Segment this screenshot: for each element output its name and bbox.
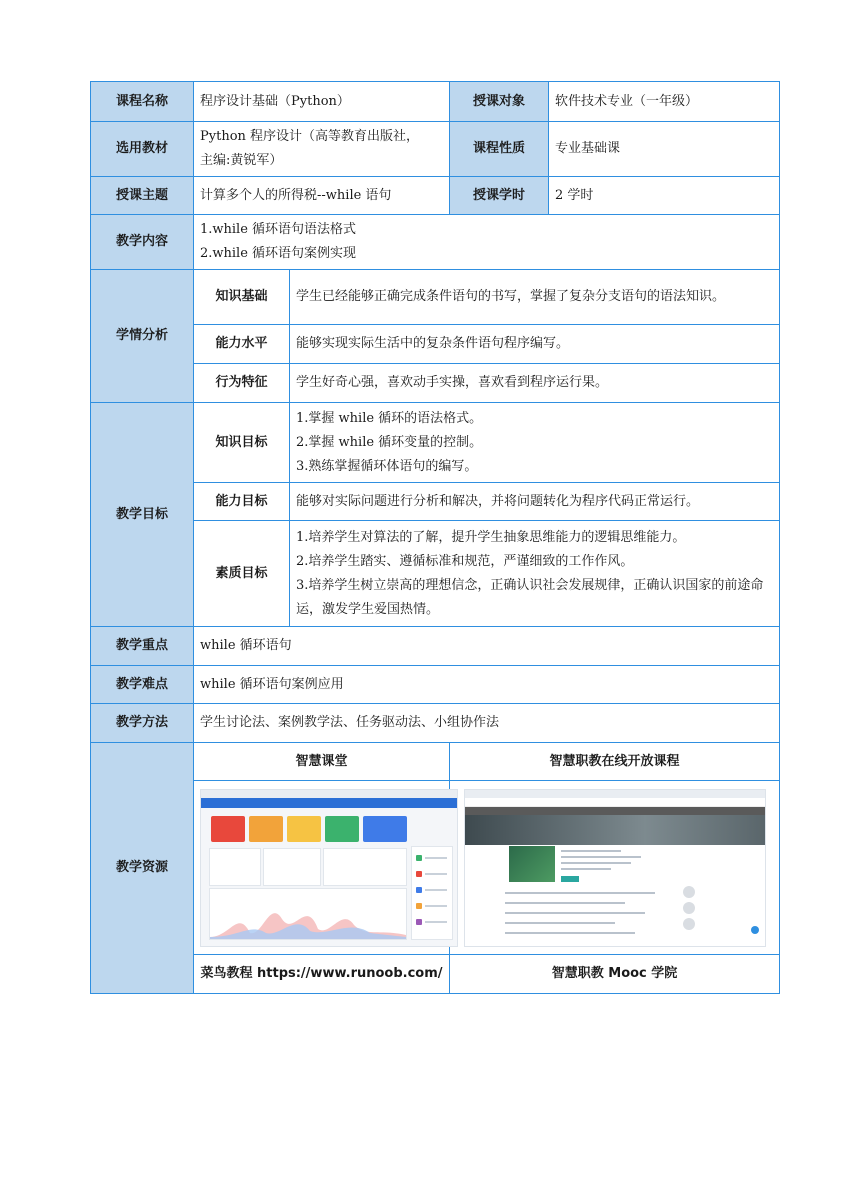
row-key-point	[91, 627, 780, 666]
key-point-label: 教学重点	[91, 627, 194, 666]
row-goals-knowledge	[91, 403, 780, 483]
python-course-thumbnail	[509, 846, 555, 882]
topic-value: 计算多个人的所得税--while 语句	[194, 177, 450, 215]
resources-label: 教学资源	[91, 743, 194, 994]
row-topic	[91, 177, 780, 215]
row-method	[91, 704, 780, 743]
goals-quality-label: 素质目标	[194, 521, 290, 627]
textbook-line-1: Python 程序设计（高等教育出版社，	[200, 129, 420, 144]
goals-knowledge-item-3: 3.熟练掌握循环体语句的编写。	[296, 458, 478, 474]
content-label: 教学内容	[91, 215, 194, 270]
analysis-behavior-label: 行为特征	[194, 364, 290, 403]
resource-left-caption: 菜鸟教程 https://www.runoob.com/	[194, 955, 450, 994]
analysis-ability-value: 能够实现实际生活中的复杂条件语句程序编写。	[290, 325, 780, 364]
goals-quality-value	[290, 521, 780, 627]
smart-classroom-screenshot	[200, 789, 458, 947]
difficulty-value: while 循环语句案例应用	[194, 666, 780, 704]
content-value	[194, 215, 780, 270]
goals-knowledge-item-1: 1.掌握 while 循环的语法格式。	[296, 410, 483, 426]
analysis-knowledge-label: 知识基础	[194, 270, 290, 325]
difficulty-label: 教学难点	[91, 666, 194, 704]
textbook-value	[194, 122, 450, 177]
row-textbook	[91, 122, 780, 177]
course-name-label: 课程名称	[91, 82, 194, 122]
goals-quality-item-3: 3.培养学生树立崇高的理想信念，正确认识社会发展规律，正确认识国家的前途命运，激发学生爱国热情。	[296, 577, 764, 617]
goals-quality-item-1: 1.培养学生对算法的了解，提升学生抽象思维能力的逻辑思维能力。	[296, 529, 686, 545]
key-point-value: while 循环语句	[194, 627, 780, 666]
row-analysis-ability	[91, 325, 780, 364]
topic-label: 授课主题	[91, 177, 194, 215]
analysis-label: 学情分析	[91, 270, 194, 403]
row-goals-quality	[91, 521, 780, 627]
row-analysis-behavior	[91, 364, 780, 403]
row-resources-titles	[91, 743, 780, 781]
course-name-value: 程序设计基础（Python）	[194, 82, 450, 122]
goals-quality-item-2: 2.培养学生踏实、遵循标准和规范，严谨细致的工作作风。	[296, 553, 634, 569]
hours-label: 授课学时	[450, 177, 549, 215]
analysis-knowledge-value: 学生已经能够正确完成条件语句的书写，掌握了复杂分支语句的语法知识。	[290, 270, 780, 325]
row-content	[91, 215, 780, 270]
hours-value: 2 学时	[549, 177, 780, 215]
textbook-label: 选用教材	[91, 122, 194, 177]
lesson-plan-table	[90, 81, 780, 994]
row-difficulty	[91, 666, 780, 704]
audience-value: 软件技术专业（一年级）	[549, 82, 780, 122]
analysis-behavior-value: 学生好奇心强，喜欢动手实操，喜欢看到程序运行果。	[290, 364, 780, 403]
goals-ability-label: 能力目标	[194, 483, 290, 521]
goals-label: 教学目标	[91, 403, 194, 627]
audience-label: 授课对象	[450, 82, 549, 122]
row-resources-captions	[91, 955, 780, 994]
resource-left-title: 智慧课堂	[194, 743, 450, 781]
resource-right-title: 智慧职教在线开放课程	[450, 743, 780, 781]
goals-knowledge-label: 知识目标	[194, 403, 290, 483]
mooc-course-screenshot	[464, 789, 766, 947]
resource-right-caption: 智慧职教 Mooc 学院	[450, 955, 780, 994]
content-item-2: 2.while 循环语句案例实现	[200, 246, 357, 261]
content-item-1: 1.while 循环语句语法格式	[200, 222, 357, 237]
row-course	[91, 82, 780, 122]
goals-knowledge-item-2: 2.掌握 while 循环变量的控制。	[296, 434, 483, 450]
resource-left-screenshot	[194, 781, 450, 955]
method-label: 教学方法	[91, 704, 194, 743]
resource-right-screenshot	[450, 781, 780, 955]
goals-knowledge-value	[290, 403, 780, 483]
analysis-ability-label: 能力水平	[194, 325, 290, 364]
method-value: 学生讨论法、案例教学法、任务驱动法、小组协作法	[194, 704, 780, 743]
goals-ability-value: 能够对实际问题进行分析和解决，并将问题转化为程序代码正常运行。	[290, 483, 780, 521]
nature-value: 专业基础课	[549, 122, 780, 177]
row-analysis-knowledge	[91, 270, 780, 325]
textbook-line-2: 主编:黄锐军）	[200, 153, 283, 168]
row-resources-images	[91, 781, 780, 955]
nature-label: 课程性质	[450, 122, 549, 177]
row-goals-ability	[91, 483, 780, 521]
activity-chart-icon	[210, 889, 406, 939]
